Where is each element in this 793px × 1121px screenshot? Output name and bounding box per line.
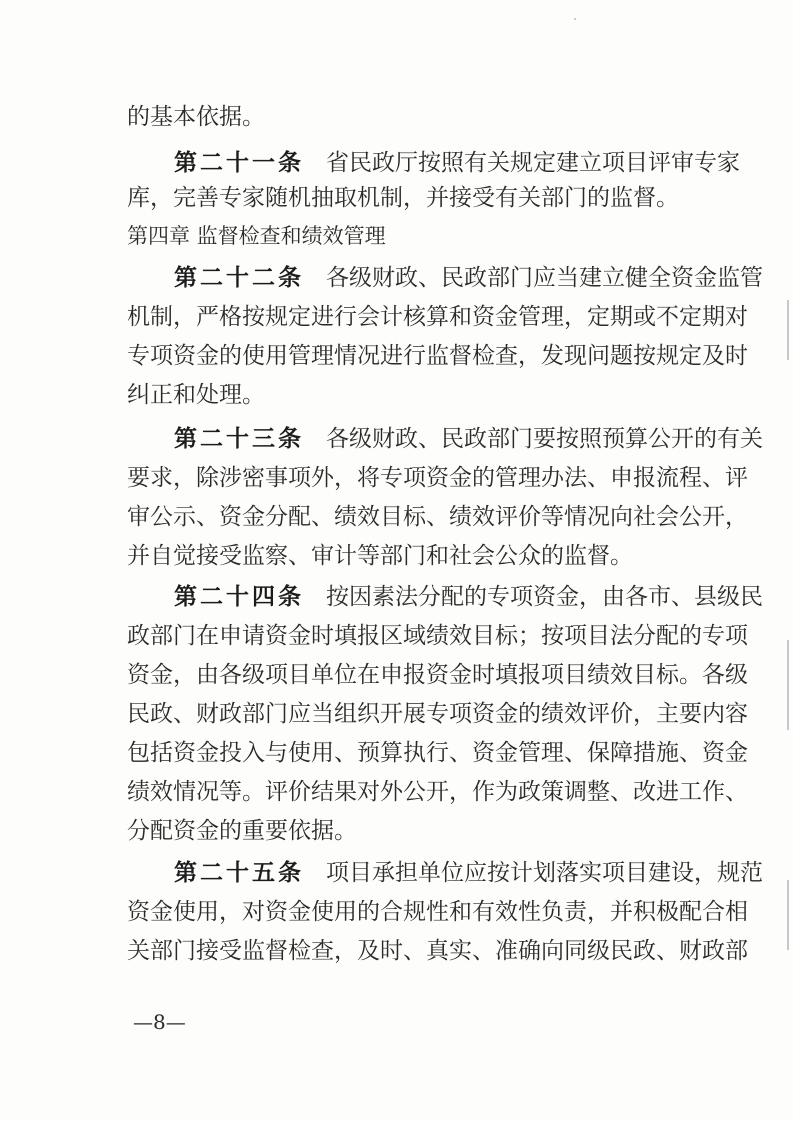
article-23-line-1	[174, 424, 763, 454]
text-line: 要求，除涉密事项外，将专项资金的管理办法、申报流程、评	[127, 465, 748, 491]
text-line: 资金使用，对资金使用的合规性和有效性负责，并积极配合相	[127, 899, 748, 925]
text-line: 关部门接受监督检查，及时、真实、准确向同级民政、财政部	[127, 938, 748, 964]
text-line: 资金，由各级项目单位在申报资金时填报项目绩效目标。各级	[127, 662, 748, 688]
text-line: 的基本依据。	[127, 104, 265, 130]
article-24-line-1	[174, 582, 763, 612]
article-heading: 第二十三条	[174, 426, 304, 452]
text-line: 民政、财政部门应当组织开展专项资金的绩效评价，主要内容	[127, 701, 748, 727]
text-line: 专项资金的使用管理情况进行监督检查，发现问题按规定及时	[127, 343, 748, 369]
text-line: 分配资金的重要依据。	[127, 818, 357, 844]
article-21-line-1	[174, 148, 740, 178]
text-span: 各级财政、民政部门应当建立健全资金监管	[326, 265, 763, 291]
text-line: 政部门在申请资金时填报区域绩效目标；按项目法分配的专项	[127, 623, 748, 649]
text-span: 省民政厅按照有关规定建立项目评审专家	[326, 150, 740, 176]
text-span: 项目承担单位应按计划落实项目建设，规范	[326, 860, 763, 886]
text-line: 包括资金投入与使用、预算执行、资金管理、保障措施、资金	[127, 740, 748, 766]
chapter-heading: 第四章 监督检查和绩效管理	[127, 224, 386, 248]
text-line: 纠正和处理。	[127, 382, 265, 408]
text-line: 机制，严格按规定进行会计核算和资金管理，定期或不定期对	[127, 304, 748, 330]
article-heading: 第二十五条	[174, 860, 304, 886]
page-number: —8—	[133, 1010, 186, 1034]
scan-speck	[574, 18, 576, 20]
article-22-line-1	[174, 263, 763, 293]
article-heading: 第二十二条	[174, 265, 304, 291]
text-span: 各级财政、民政部门要按照预算公开的有关	[326, 426, 763, 452]
text-line: 库，完善专家随机抽取机制，并接受有关部门的监督。	[127, 185, 679, 211]
article-heading: 第二十四条	[174, 584, 304, 610]
text-span: 按因素法分配的专项资金，由各市、县级民	[326, 584, 763, 610]
article-heading: 第二十一条	[174, 150, 304, 176]
scan-edge-mark	[787, 640, 789, 730]
scan-edge-mark	[787, 300, 789, 360]
text-line: 绩效情况等。评价结果对外公开，作为政策调整、改进工作、	[127, 779, 748, 805]
text-line: 审公示、资金分配、绩效目标、绩效评价等情况向社会公开，	[127, 504, 748, 530]
text-line: 并自觉接受监察、审计等部门和社会公众的监督。	[127, 543, 633, 569]
article-25-line-1	[174, 858, 763, 888]
scan-edge-mark	[787, 880, 789, 950]
